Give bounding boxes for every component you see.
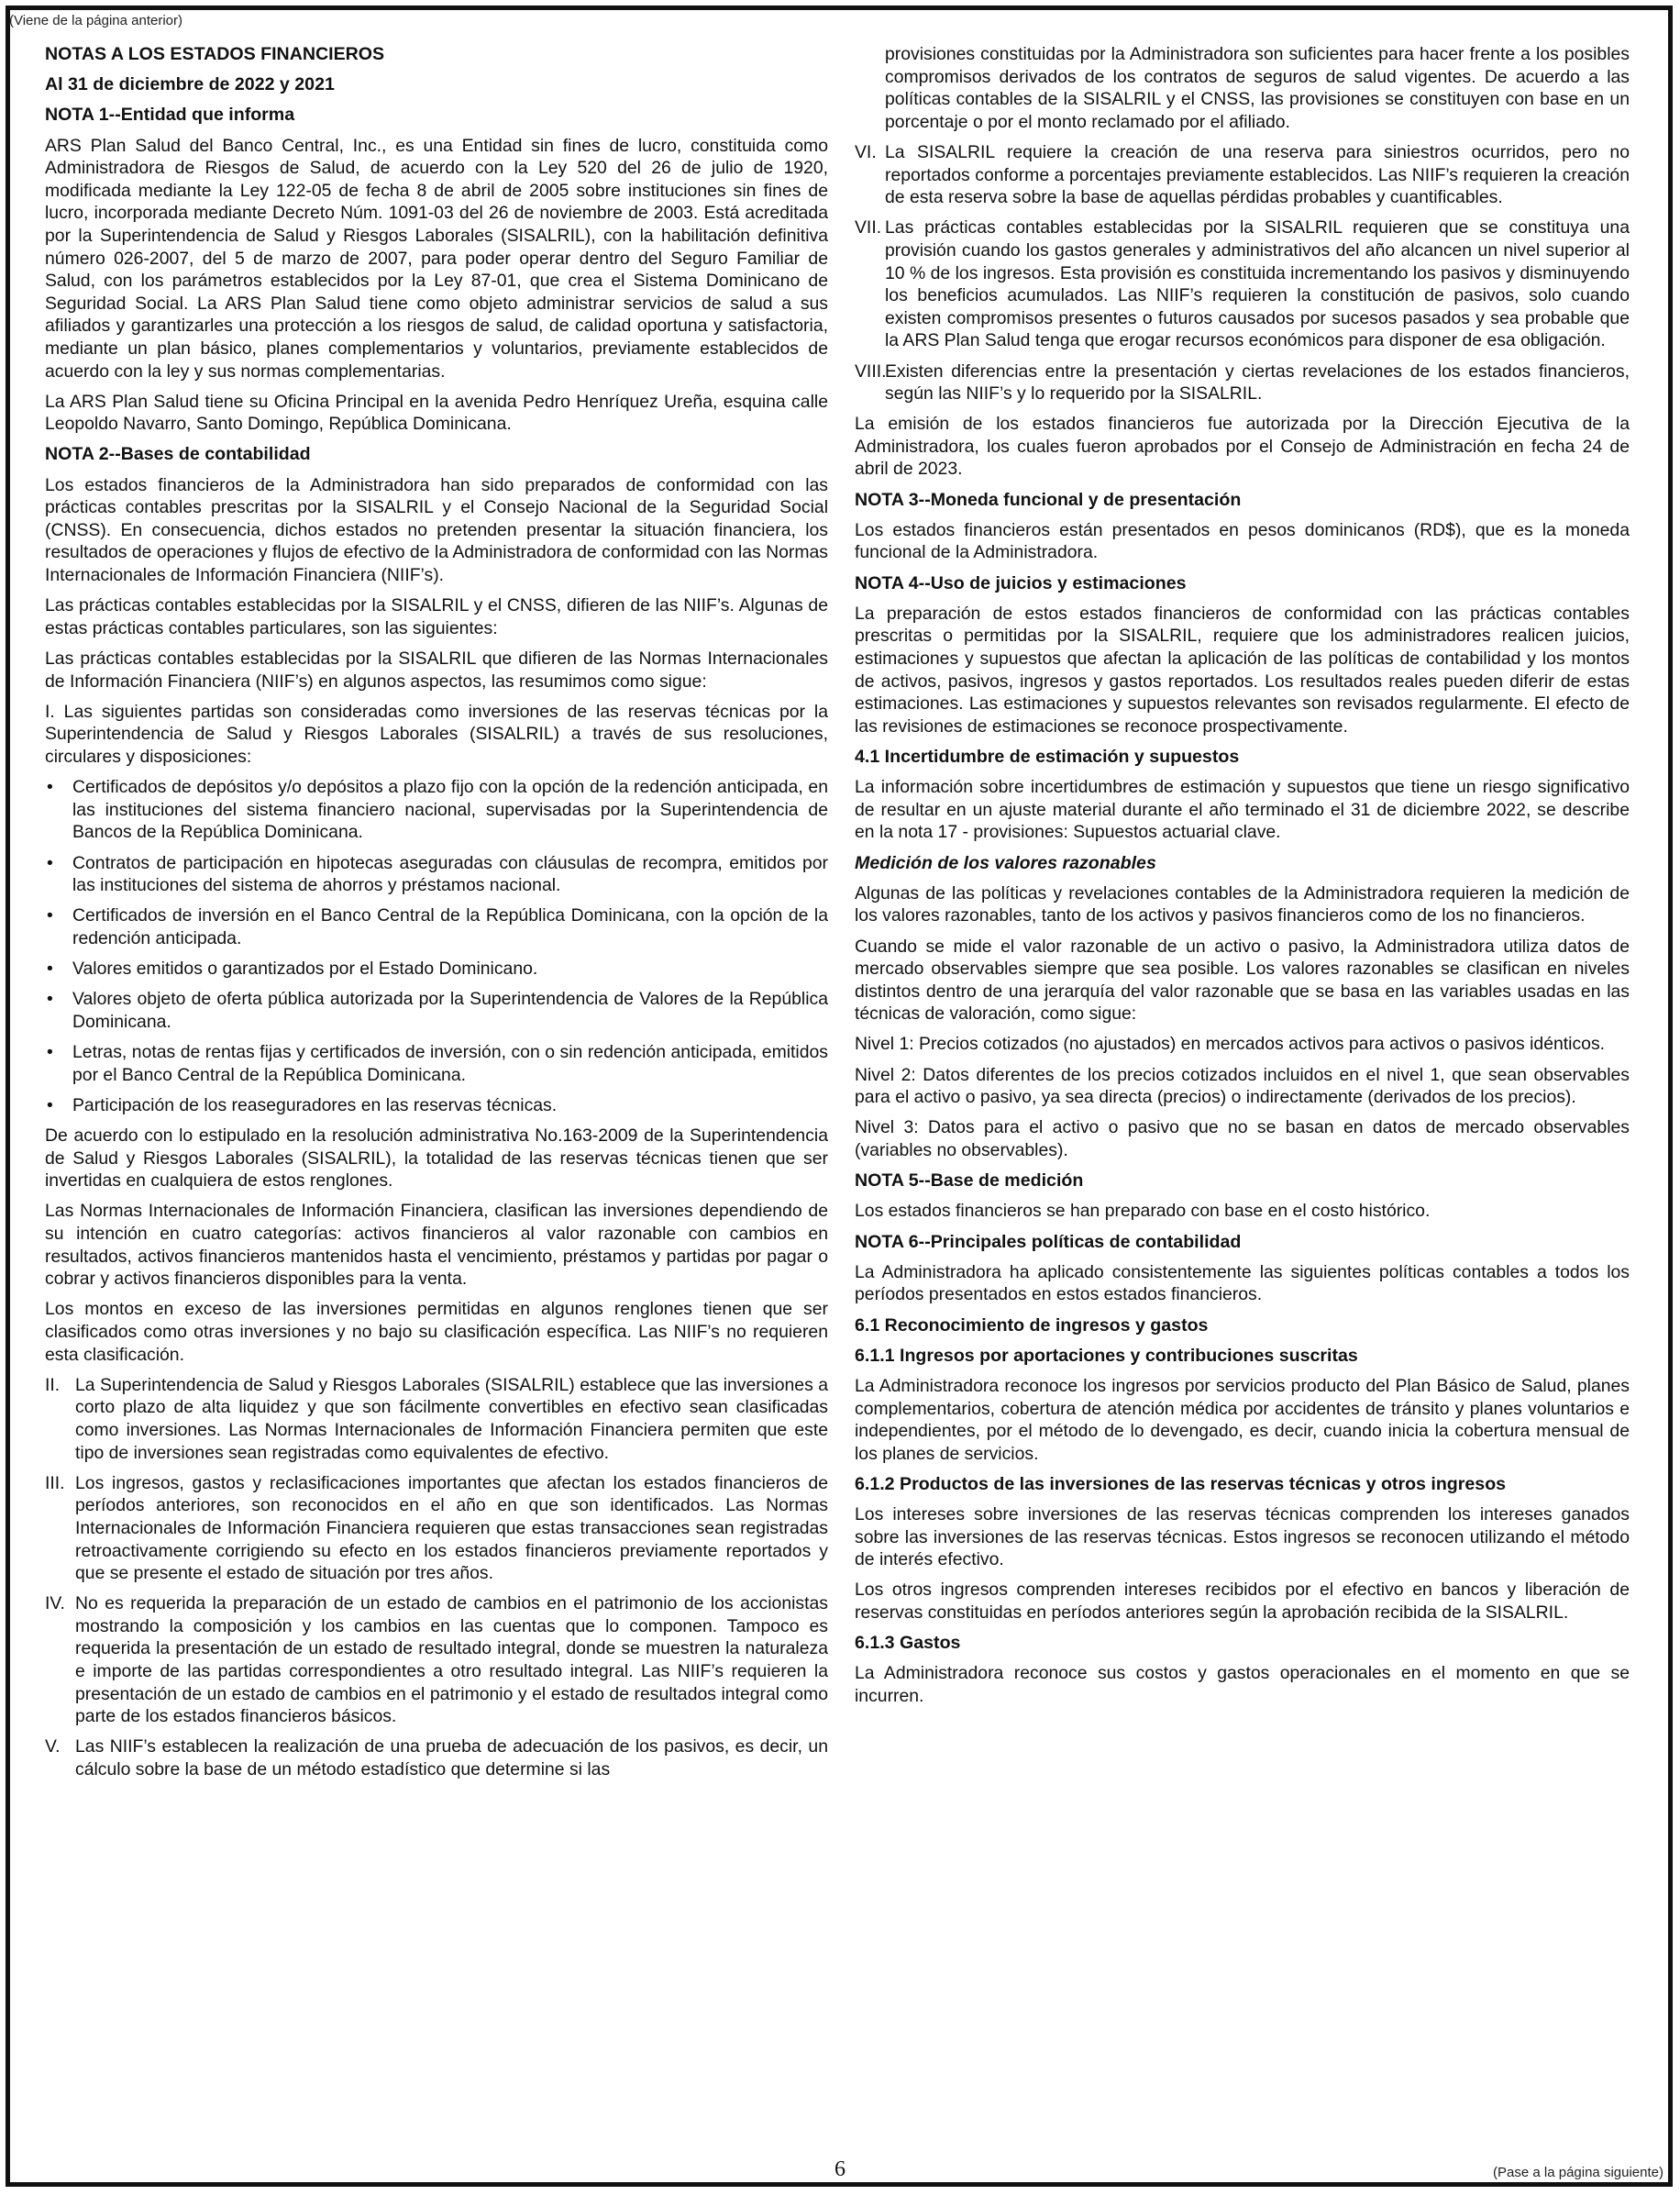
nota2-paragraph: I. Las siguientes partidas son consideradas como inversiones de las reservas técnicas por la Superintendencia de Salud y Riesgos Laborales (SISALRIL) a través de sus resoluciones, circulares y disposiciones: <box>45 701 828 767</box>
list-item <box>45 776 828 844</box>
nota1-heading: NOTA 1--Entidad que informa <box>45 105 295 126</box>
roman-item-text: La SISALRIL requiere la creación de una reserva para siniestros ocurridos, pero no reportados conforme a porcentajes previamente establecidos. Las NIIF’s requieren la creación de esta reserva sobre la base de aquellas pérdidas probables y cuantificables. <box>885 141 1630 208</box>
roman-item-text: No es requerida la preparación de un estado de cambios en el patrimonio de los accionistas mostrando la composición y los cambios en las cuentas que lo componen. Tampoco es requerida la presentación de un estado de resultado integral, donde se muestren la naturaleza e importe de las partidas correspondientes a otro resultado integral. Las NIIF’s requieren la presentación de un estado de cambios en el patrimonio y el estado de resultados integral como parte de los estados financieros básicos. <box>75 1593 828 1727</box>
section-6-1-2-heading: 6.1.2 Productos de las inversiones de las reservas técnicas y otros ingresos <box>855 1473 1507 1494</box>
section-6-1-3-heading: 6.1.3 Gastos <box>855 1633 961 1654</box>
list-item-text: Certificados de depósitos y/o depósitos a plazo fijo con la opción de la redención anticipada, en las instituciones del sistema financiero nacional, supervisadas por la Superintendencia de Bancos de la República Dominicana. <box>72 777 828 843</box>
level-3-paragraph: Nivel 3: Datos para el activo o pasivo que no se basan en datos de mercado observables (variables no observables). <box>855 1117 1630 1161</box>
nota4-paragraph: La preparación de estos estados financieros de conformidad con las prácticas contables prescritas o permitidas por la SISALRIL, requiere que los administradores realicen juicios, estimaciones y supuestos que afectan la aplicación de las políticas de contabilidad y los montos de activos, pasivos, ingresos y gastos reportados. Los resultados reales pueden diferir de estas estimaciones. Las estimaciones y supuestos relevantes son revisados regularmente. El efecto de las revisiones de estimaciones se reconoce prospectivamente. <box>855 603 1630 737</box>
nota6-heading: NOTA 6--Principales políticas de contabilidad <box>855 1231 1242 1252</box>
roman-numeral: II. <box>45 1374 61 1395</box>
bullet-icon: • <box>47 777 53 798</box>
level-2-paragraph: Nivel 2: Datos diferentes de los precios cotizados incluidos en el nivel 1, que sean observables para el activo o pasivo, ya sea directa (precios) o indirectamente (derivados de los precios). <box>855 1064 1630 1108</box>
fair-value-paragraph: Algunas de las políticas y revelaciones contables de la Administradora requieren la medición de los valores razonables, tanto de los activos y pasivos financieros como de los no financieros. <box>855 882 1630 926</box>
roman-item-text: Los ingresos, gastos y reclasificaciones importantes que afectan los estados financieros de períodos anteriores, son reconocidos en el año en que son identificados. Las Normas Internacionales de Información Financiera requieren que estas transacciones sean registradas retroactivamente corrigiendo su efecto en los estados financieros previamente reportados y que se presente el estado de situación por tres años. <box>75 1472 828 1584</box>
list-item-text: Letras, notas de rentas fijas y certificados de inversión, con o sin redención anticipada, emitidos por el Banco Central de la República Dominicana. <box>72 1042 828 1085</box>
section-6-1-1-heading: 6.1.1 Ingresos por aportaciones y contribuciones suscritas <box>855 1345 1358 1366</box>
list-item <box>45 904 828 949</box>
nota3-heading: NOTA 3--Moneda funcional y de presentación <box>855 489 1242 510</box>
nota2-paragraph: Las prácticas contables establecidas por la SISALRIL que difieren de las Normas Internacionales de Información Financiera (NIIF’s) en algunos aspectos, las resumimos como sigue: <box>45 649 828 692</box>
list-item-text: Participación de los reaseguradores en las reservas técnicas. <box>72 1094 558 1115</box>
nota6-paragraph: La Administradora ha aplicado consistentemente las siguientes políticas contables a todos los períodos presentados en estos estados financieros. <box>855 1261 1630 1305</box>
list-item <box>45 988 828 1033</box>
roman-item <box>45 1472 828 1585</box>
nota2-paragraph: De acuerdo con lo estipulado en la resolución administrativa No.163-2009 de la Superintendencia de Salud y Riesgos Laborales (SISALRIL), la totalidad de las reservas técnicas tienen que ser invertidas en cualquiera de estos renglones. <box>45 1125 828 1192</box>
nota2-paragraph: Los estados financieros de la Administradora han sido preparados de conformidad con las prácticas contables prescritas por la SISALRIL y el Consejo Nacional de la Seguridad Social (CNSS). En consecuencia, dichos estados no pretenden presentar la situación financiera, los resultados de operaciones y flujos de efectivo de la Administradora de conformidad con las Normas Internacionales de Información Financiera (NIIF’s). <box>45 474 828 586</box>
nota5-paragraph: Los estados financieros se han preparado con base en el costo histórico. <box>855 1201 1431 1222</box>
document-title: NOTAS A LOS ESTADOS FINANCIEROS <box>45 44 385 64</box>
roman-item-text: Las NIIF’s establecen la realización de una prueba de adecuación de los pasivos, es decir, un cálculo sobre la base de un método estadístico que determine si las <box>75 1736 828 1780</box>
section-6-1-1-paragraph: La Administradora reconoce los ingresos por servicios producto del Plan Básico de Salud, planes complementarios, cobertura de atención médica por accidentes de tránsito y planes voluntarios e independientes, por el método de lo devengado, es decir, cuando inicia la cobertura mensual de los planes de servicios. <box>855 1375 1630 1464</box>
section-6-1-3-paragraph: La Administradora reconoce sus costos y gastos operacionales en el momento en que se incurren. <box>855 1663 1630 1707</box>
continued-from-note: (Viene de la página anterior) <box>9 13 183 28</box>
list-item-text: Valores objeto de oferta pública autorizada por la Superintendencia de Valores de la República Dominicana. <box>72 989 828 1032</box>
roman-item-text: Las prácticas contables establecidas por la SISALRIL requieren que se constituya una provisión cuando los gastos generales y administrativos del año alcancen un nivel superior al 10 % de los ingresos. Esta provisión es constituida incrementando los pasivos y disminuyendo los beneficios acumulados. Las NIIF’s requieren la constitución de pasivos, solo cuando existen compromisos presentes o futuros causados por sucesos pasados y sea probable que la ARS Plan Salud tenga que erogar recursos económicos para disponer de esa obligación. <box>885 217 1630 351</box>
roman-item <box>855 216 1630 352</box>
list-item-text: Certificados de inversión en el Banco Central de la República Dominicana, con la opción de la redención anticipada. <box>72 905 828 948</box>
bullet-icon: • <box>47 959 53 980</box>
roman-numeral: VII. <box>855 217 882 238</box>
roman-numeral: V. <box>45 1736 61 1757</box>
document-date: Al 31 de diciembre de 2022 y 2021 <box>45 74 335 95</box>
roman-numeral: IV. <box>45 1593 65 1614</box>
bullet-icon: • <box>47 905 53 926</box>
bullet-icon: • <box>47 989 53 1010</box>
list-item-text: Contratos de participación en hipotecas aseguradas con cláusulas de recompra, emitidos por las instituciones del sistema de ahorros y préstamos nacional. <box>72 852 828 896</box>
roman-item <box>45 1735 828 1780</box>
bullet-icon: • <box>47 1094 53 1115</box>
left-column <box>45 43 828 1789</box>
nota1-paragraph: La ARS Plan Salud tiene su Oficina Principal en la avenida Pedro Henríquez Ureña, esquina calle Leopoldo Navarro, Santo Domingo, República Dominicana. <box>45 391 828 435</box>
roman-numeral: VI. <box>855 141 877 162</box>
section-6-1-2-paragraph: Los intereses sobre inversiones de las reservas técnicas comprenden los intereses ganados sobre las inversiones de las reservas técnicas. Estos ingresos se reconocen utilizando el método de interés efectivo. <box>855 1504 1630 1570</box>
roman-item <box>855 360 1630 405</box>
list-item <box>45 852 828 897</box>
section-4-1-paragraph: La información sobre incertidumbres de estimación y supuestos que tiene un riesgo significativo de resultar en un ajuste material durante el año terminado el 31 de diciembre 2022, se describe en la nota 17 - provisiones: Supuestos actuarial clave. <box>855 777 1630 843</box>
section-4-1-heading: 4.1 Incertidumbre de estimación y supuestos <box>855 746 1240 767</box>
level-1-paragraph: Nivel 1: Precios cotizados (no ajustados) en mercados activos para activos o pasivos idénticos. <box>855 1034 1606 1055</box>
page-number: 6 <box>834 2157 846 2181</box>
roman-item-text: Existen diferencias entre la presentación y ciertas revelaciones de los estados financieros, según las NIIF’s y lo requerido por la SISALRIL. <box>885 360 1630 405</box>
section-6-1-heading: 6.1 Reconocimiento de ingresos y gastos <box>855 1314 1209 1336</box>
roman-numeral: III. <box>45 1472 65 1493</box>
nota2-paragraph: Las Normas Internacionales de Información Financiera, clasifican las inversiones dependiendo de su intención en cuatro categorías: activos financieros al valor razonable con cambios en resultados, activos financieros mantenidos hasta el vencimiento, préstamos y partidas por pagar o cobrar y activos financieros disponibles para la venta. <box>45 1201 828 1290</box>
emission-paragraph: La emisión de los estados financieros fue autorizada por la Dirección Ejecutiva de la Administradora, los cuales fueron aprobados por el Consejo de Administración en fecha 24 de abril de 2023. <box>855 414 1630 480</box>
nota3-paragraph: Los estados financieros están presentados en pesos dominicanos (RD$), que es la moneda funcional de la Administradora. <box>855 519 1630 563</box>
nota1-paragraph: ARS Plan Salud del Banco Central, Inc., es una Entidad sin fines de lucro, constituida como Administradora de Riesgos de Salud, de acuerdo con la Ley 520 del 26 de julio de 1920, modificada mediante la Ley 122-05 de fecha 8 de abril de 2005 sobre instituciones sin fines de lucro, incorporada mediante Decreto Núm. 1091-03 del 26 de noviembre de 2003. Está acreditada por la Superintendencia de Salud y Riesgos Laborales (SISALRIL), con la habilitación definitiva número 026-2007, del 5 de marzo de 2007, para poder operar dentro del Seguro Familiar de Salud, con los parámetros establecidos por la Ley 87-01, que crea el Sistema Dominicano de Seguridad Social. La ARS Plan Salud tiene como objeto administrar servicios de salud a sus afiliados y garantizarles una protección a los riesgos de salud, de calidad oportuna y satisfactoria, mediante un plan básico, planes complementarios y voluntarios, previamente establecidos de acuerdo con la ley y sus normas complementarias. <box>45 135 828 382</box>
continued-to-note: (Pase a la página siguiente) <box>1493 2165 1663 2180</box>
roman-numeral: VIII. <box>855 360 887 382</box>
list-item <box>45 1094 828 1117</box>
bullet-icon: • <box>47 1042 53 1063</box>
bullet-icon: • <box>47 852 53 873</box>
nota2-paragraph: Las prácticas contables establecidas por la SISALRIL y el CNSS, difieren de las NIIF’s. Algunas de estas prácticas contables particulares, son las siguientes: <box>45 595 828 638</box>
fair-value-heading: Medición de los valores razonables <box>855 852 1156 873</box>
roman-item <box>45 1374 828 1464</box>
list-item-text: Valores emitidos o garantizados por el Estado Dominicano. <box>72 959 538 980</box>
list-item <box>45 1041 828 1086</box>
right-column <box>855 43 1630 1715</box>
roman-item <box>45 1592 828 1728</box>
nota5-heading: NOTA 5--Base de medición <box>855 1170 1084 1192</box>
nota4-heading: NOTA 4--Uso de juicios y estimaciones <box>855 572 1187 593</box>
nota2-heading: NOTA 2--Bases de contabilidad <box>45 444 311 465</box>
list-item <box>45 958 828 981</box>
section-6-1-2-paragraph: Los otros ingresos comprenden intereses recibidos por el efectivo en bancos y liberación de reservas constituidas en períodos anteriores según la aprobación recibida de la SISALRIL. <box>855 1580 1630 1624</box>
investments-list <box>45 776 828 1116</box>
roman-item-text: La Superintendencia de Salud y Riesgos Laborales (SISALRIL) establece que las inversiones a corto plazo de alta liquidez y que son fácilmente convertibles en efectivo sean clasificadas como inversiones. Las Normas Internacionales de Información Financiera permiten que este tipo de inversiones sean registradas como equivalentes de efectivo. <box>75 1374 828 1463</box>
nota2-paragraph: Los montos en exceso de las inversiones permitidas en algunos renglones tienen que ser clasificados como otras inversiones y no bajo su clasificación específica. Las NIIF’s no requieren esta clasificación. <box>45 1299 828 1365</box>
roman-item <box>855 141 1630 209</box>
roman-item-continued: provisiones constituidas por la Administradora son suficientes para hacer frente a los posibles compromisos derivados de los contratos de seguros de salud vigentes. De acuerdo a las políticas contables de la SISALRIL y el CNSS, las provisiones se constituyen con base en un porcentaje o por el monto reclamado por el afiliado. <box>885 44 1630 132</box>
fair-value-paragraph: Cuando se mide el valor razonable de un activo o pasivo, la Administradora utiliza datos de mercado observables siempre que sea posible. Los valores razonables se clasifican en niveles distintos dentro de una jerarquía del valor razonable que se basa en las variables usadas en las técnicas de valoración, como sigue: <box>855 936 1630 1025</box>
